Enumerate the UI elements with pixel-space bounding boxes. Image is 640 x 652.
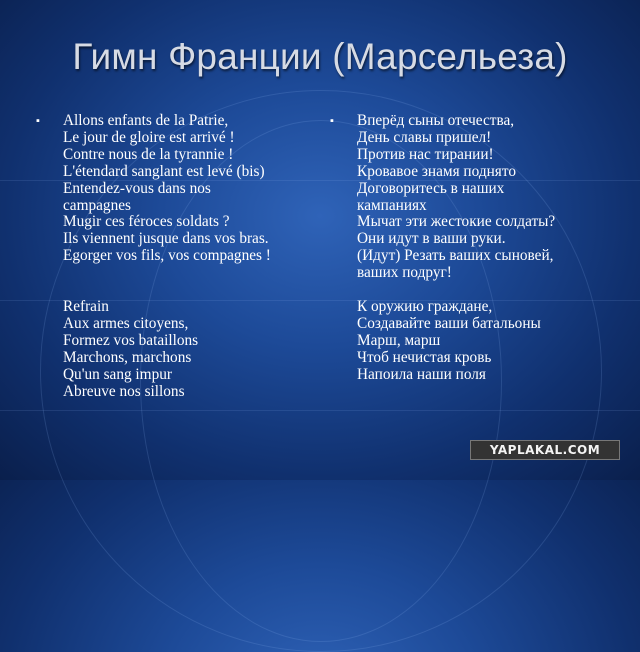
french-lyrics-column: [36, 113, 326, 400]
bullet-icon: ▪: [330, 115, 334, 127]
russian-lyrics-column: [330, 113, 620, 384]
site-watermark: YAPLAKAL.COM: [470, 440, 620, 460]
background-latitude-line: [0, 410, 640, 411]
russian-lyrics-text: Вперёд сыны отечества, День славы пришел! Против нас тирании! Кровавое знамя поднято Договоритесь в наших кампаниях Мычат эти жестокие солдаты? Они идут в ваши руки. (Идут) Резать ваших сыновей, ваших подруг! К оружию граждане, Создавайте ваши батальоны Марш, марш Чтоб нечистая кровь Напоила наши поля: [357, 112, 556, 383]
slide-title: Гимн Франции (Марсельеза): [72, 36, 568, 77]
french-lyrics-text: Allons enfants de la Patrie, Le jour de gloire est arrivé ! Contre nous de la tyrannie ! L'étendard sanglant est levé (bis) Entendez-vous dans nos campagnes Mugir ces féroces soldats ? Ils viennent jusque dans vos bras. Egorger vos fils, vos compagnes ! Refrain Aux armes citoyens, Formez vos bataillons Marchons, marchons Qu'un sang impur Abreuve nos sillons: [63, 112, 271, 400]
bullet-icon: ▪: [36, 115, 40, 127]
